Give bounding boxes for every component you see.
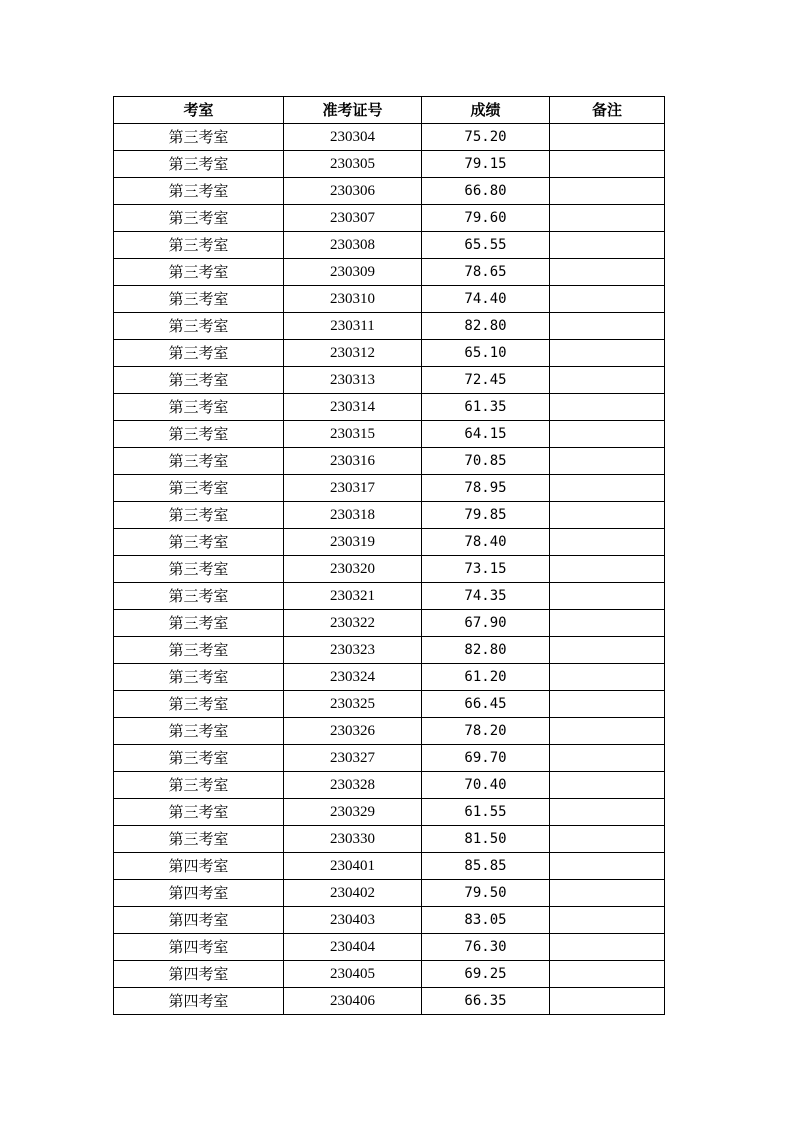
cell-score: 82.80 (422, 313, 550, 340)
cell-remarks (550, 286, 665, 313)
table-row (114, 880, 665, 907)
cell-exam-room: 第三考室 (114, 232, 284, 259)
cell-exam-room: 第三考室 (114, 421, 284, 448)
cell-admission-number: 230330 (284, 826, 422, 853)
table-row (114, 151, 665, 178)
score-table (113, 96, 665, 1015)
cell-score: 64.15 (422, 421, 550, 448)
cell-exam-room: 第三考室 (114, 205, 284, 232)
cell-admission-number: 230405 (284, 961, 422, 988)
table-row (114, 799, 665, 826)
cell-exam-room: 第四考室 (114, 907, 284, 934)
cell-remarks (550, 934, 665, 961)
cell-exam-room: 第三考室 (114, 637, 284, 664)
cell-exam-room: 第三考室 (114, 772, 284, 799)
cell-remarks (550, 475, 665, 502)
cell-score: 73.15 (422, 556, 550, 583)
cell-score: 69.25 (422, 961, 550, 988)
cell-admission-number: 230327 (284, 745, 422, 772)
cell-exam-room: 第三考室 (114, 502, 284, 529)
table-row (114, 367, 665, 394)
cell-admission-number: 230323 (284, 637, 422, 664)
cell-remarks (550, 718, 665, 745)
cell-remarks (550, 637, 665, 664)
cell-score: 74.35 (422, 583, 550, 610)
cell-exam-room: 第三考室 (114, 745, 284, 772)
cell-score: 67.90 (422, 610, 550, 637)
cell-remarks (550, 502, 665, 529)
header-score: 成绩 (422, 97, 550, 124)
cell-remarks (550, 691, 665, 718)
table-row (114, 988, 665, 1015)
header-row (114, 97, 665, 124)
table-row (114, 664, 665, 691)
cell-exam-room: 第四考室 (114, 853, 284, 880)
cell-remarks (550, 232, 665, 259)
cell-score: 79.50 (422, 880, 550, 907)
cell-admission-number: 230324 (284, 664, 422, 691)
cell-score: 82.80 (422, 637, 550, 664)
cell-remarks (550, 340, 665, 367)
cell-admission-number: 230403 (284, 907, 422, 934)
table-row (114, 313, 665, 340)
cell-score: 69.70 (422, 745, 550, 772)
table-row (114, 556, 665, 583)
cell-exam-room: 第三考室 (114, 529, 284, 556)
cell-remarks (550, 124, 665, 151)
cell-exam-room: 第三考室 (114, 826, 284, 853)
cell-score: 79.15 (422, 151, 550, 178)
cell-remarks (550, 259, 665, 286)
cell-score: 75.20 (422, 124, 550, 151)
cell-admission-number: 230402 (284, 880, 422, 907)
cell-remarks (550, 745, 665, 772)
cell-remarks (550, 178, 665, 205)
table-row (114, 718, 665, 745)
table-row (114, 421, 665, 448)
table-row (114, 745, 665, 772)
cell-remarks (550, 205, 665, 232)
cell-remarks (550, 556, 665, 583)
cell-admission-number: 230307 (284, 205, 422, 232)
cell-admission-number: 230328 (284, 772, 422, 799)
cell-remarks (550, 772, 665, 799)
cell-exam-room: 第三考室 (114, 178, 284, 205)
cell-remarks (550, 583, 665, 610)
cell-admission-number: 230404 (284, 934, 422, 961)
cell-remarks (550, 610, 665, 637)
cell-admission-number: 230325 (284, 691, 422, 718)
cell-admission-number: 230315 (284, 421, 422, 448)
cell-score: 78.95 (422, 475, 550, 502)
cell-score: 70.40 (422, 772, 550, 799)
cell-admission-number: 230313 (284, 367, 422, 394)
cell-score: 72.45 (422, 367, 550, 394)
table-row (114, 907, 665, 934)
cell-exam-room: 第三考室 (114, 583, 284, 610)
cell-remarks (550, 988, 665, 1015)
cell-admission-number: 230321 (284, 583, 422, 610)
cell-admission-number: 230314 (284, 394, 422, 421)
table-header (114, 97, 665, 124)
cell-remarks (550, 799, 665, 826)
table-row (114, 691, 665, 718)
cell-admission-number: 230401 (284, 853, 422, 880)
table-row (114, 340, 665, 367)
cell-score: 79.60 (422, 205, 550, 232)
cell-score: 78.65 (422, 259, 550, 286)
table-row (114, 232, 665, 259)
cell-admission-number: 230322 (284, 610, 422, 637)
table-row (114, 961, 665, 988)
table-row (114, 637, 665, 664)
cell-exam-room: 第四考室 (114, 961, 284, 988)
cell-admission-number: 230406 (284, 988, 422, 1015)
header-exam-room: 考室 (114, 97, 284, 124)
cell-score: 74.40 (422, 286, 550, 313)
cell-exam-room: 第三考室 (114, 718, 284, 745)
table-row (114, 448, 665, 475)
cell-admission-number: 230304 (284, 124, 422, 151)
cell-remarks (550, 151, 665, 178)
cell-score: 83.05 (422, 907, 550, 934)
cell-score: 76.30 (422, 934, 550, 961)
cell-remarks (550, 394, 665, 421)
cell-exam-room: 第三考室 (114, 475, 284, 502)
header-remarks: 备注 (550, 97, 665, 124)
cell-admission-number: 230326 (284, 718, 422, 745)
table-body (114, 124, 665, 1015)
cell-exam-room: 第三考室 (114, 610, 284, 637)
cell-admission-number: 230319 (284, 529, 422, 556)
cell-exam-room: 第三考室 (114, 394, 284, 421)
cell-remarks (550, 529, 665, 556)
cell-score: 70.85 (422, 448, 550, 475)
cell-score: 79.85 (422, 502, 550, 529)
cell-score: 65.10 (422, 340, 550, 367)
cell-remarks (550, 880, 665, 907)
cell-exam-room: 第三考室 (114, 556, 284, 583)
cell-exam-room: 第三考室 (114, 286, 284, 313)
cell-remarks (550, 367, 665, 394)
cell-exam-room: 第三考室 (114, 151, 284, 178)
cell-admission-number: 230320 (284, 556, 422, 583)
table-row (114, 205, 665, 232)
cell-exam-room: 第三考室 (114, 691, 284, 718)
cell-remarks (550, 421, 665, 448)
cell-remarks (550, 961, 665, 988)
cell-exam-room: 第四考室 (114, 880, 284, 907)
table-row (114, 610, 665, 637)
cell-score: 66.80 (422, 178, 550, 205)
table-row (114, 502, 665, 529)
cell-remarks (550, 448, 665, 475)
cell-admission-number: 230308 (284, 232, 422, 259)
cell-admission-number: 230311 (284, 313, 422, 340)
table-row (114, 934, 665, 961)
table-row (114, 259, 665, 286)
table-row (114, 286, 665, 313)
table-row (114, 853, 665, 880)
cell-score: 78.40 (422, 529, 550, 556)
table-row (114, 583, 665, 610)
cell-exam-room: 第三考室 (114, 313, 284, 340)
table-row (114, 394, 665, 421)
cell-exam-room: 第三考室 (114, 259, 284, 286)
cell-remarks (550, 853, 665, 880)
cell-admission-number: 230306 (284, 178, 422, 205)
cell-exam-room: 第四考室 (114, 988, 284, 1015)
cell-exam-room: 第四考室 (114, 934, 284, 961)
cell-score: 61.20 (422, 664, 550, 691)
table-row (114, 178, 665, 205)
cell-remarks (550, 907, 665, 934)
cell-admission-number: 230318 (284, 502, 422, 529)
cell-exam-room: 第三考室 (114, 124, 284, 151)
cell-score: 81.50 (422, 826, 550, 853)
cell-admission-number: 230329 (284, 799, 422, 826)
cell-exam-room: 第三考室 (114, 448, 284, 475)
cell-remarks (550, 826, 665, 853)
cell-admission-number: 230316 (284, 448, 422, 475)
cell-score: 85.85 (422, 853, 550, 880)
cell-admission-number: 230309 (284, 259, 422, 286)
table-row (114, 529, 665, 556)
table-row (114, 124, 665, 151)
table-row (114, 475, 665, 502)
table-row (114, 826, 665, 853)
cell-admission-number: 230317 (284, 475, 422, 502)
table-row (114, 772, 665, 799)
cell-score: 61.35 (422, 394, 550, 421)
header-admission-number: 准考证号 (284, 97, 422, 124)
cell-score: 66.45 (422, 691, 550, 718)
cell-score: 61.55 (422, 799, 550, 826)
cell-admission-number: 230305 (284, 151, 422, 178)
cell-admission-number: 230312 (284, 340, 422, 367)
cell-exam-room: 第三考室 (114, 799, 284, 826)
cell-score: 65.55 (422, 232, 550, 259)
cell-admission-number: 230310 (284, 286, 422, 313)
cell-score: 66.35 (422, 988, 550, 1015)
cell-exam-room: 第三考室 (114, 340, 284, 367)
cell-remarks (550, 313, 665, 340)
cell-exam-room: 第三考室 (114, 367, 284, 394)
cell-remarks (550, 664, 665, 691)
cell-exam-room: 第三考室 (114, 664, 284, 691)
cell-score: 78.20 (422, 718, 550, 745)
